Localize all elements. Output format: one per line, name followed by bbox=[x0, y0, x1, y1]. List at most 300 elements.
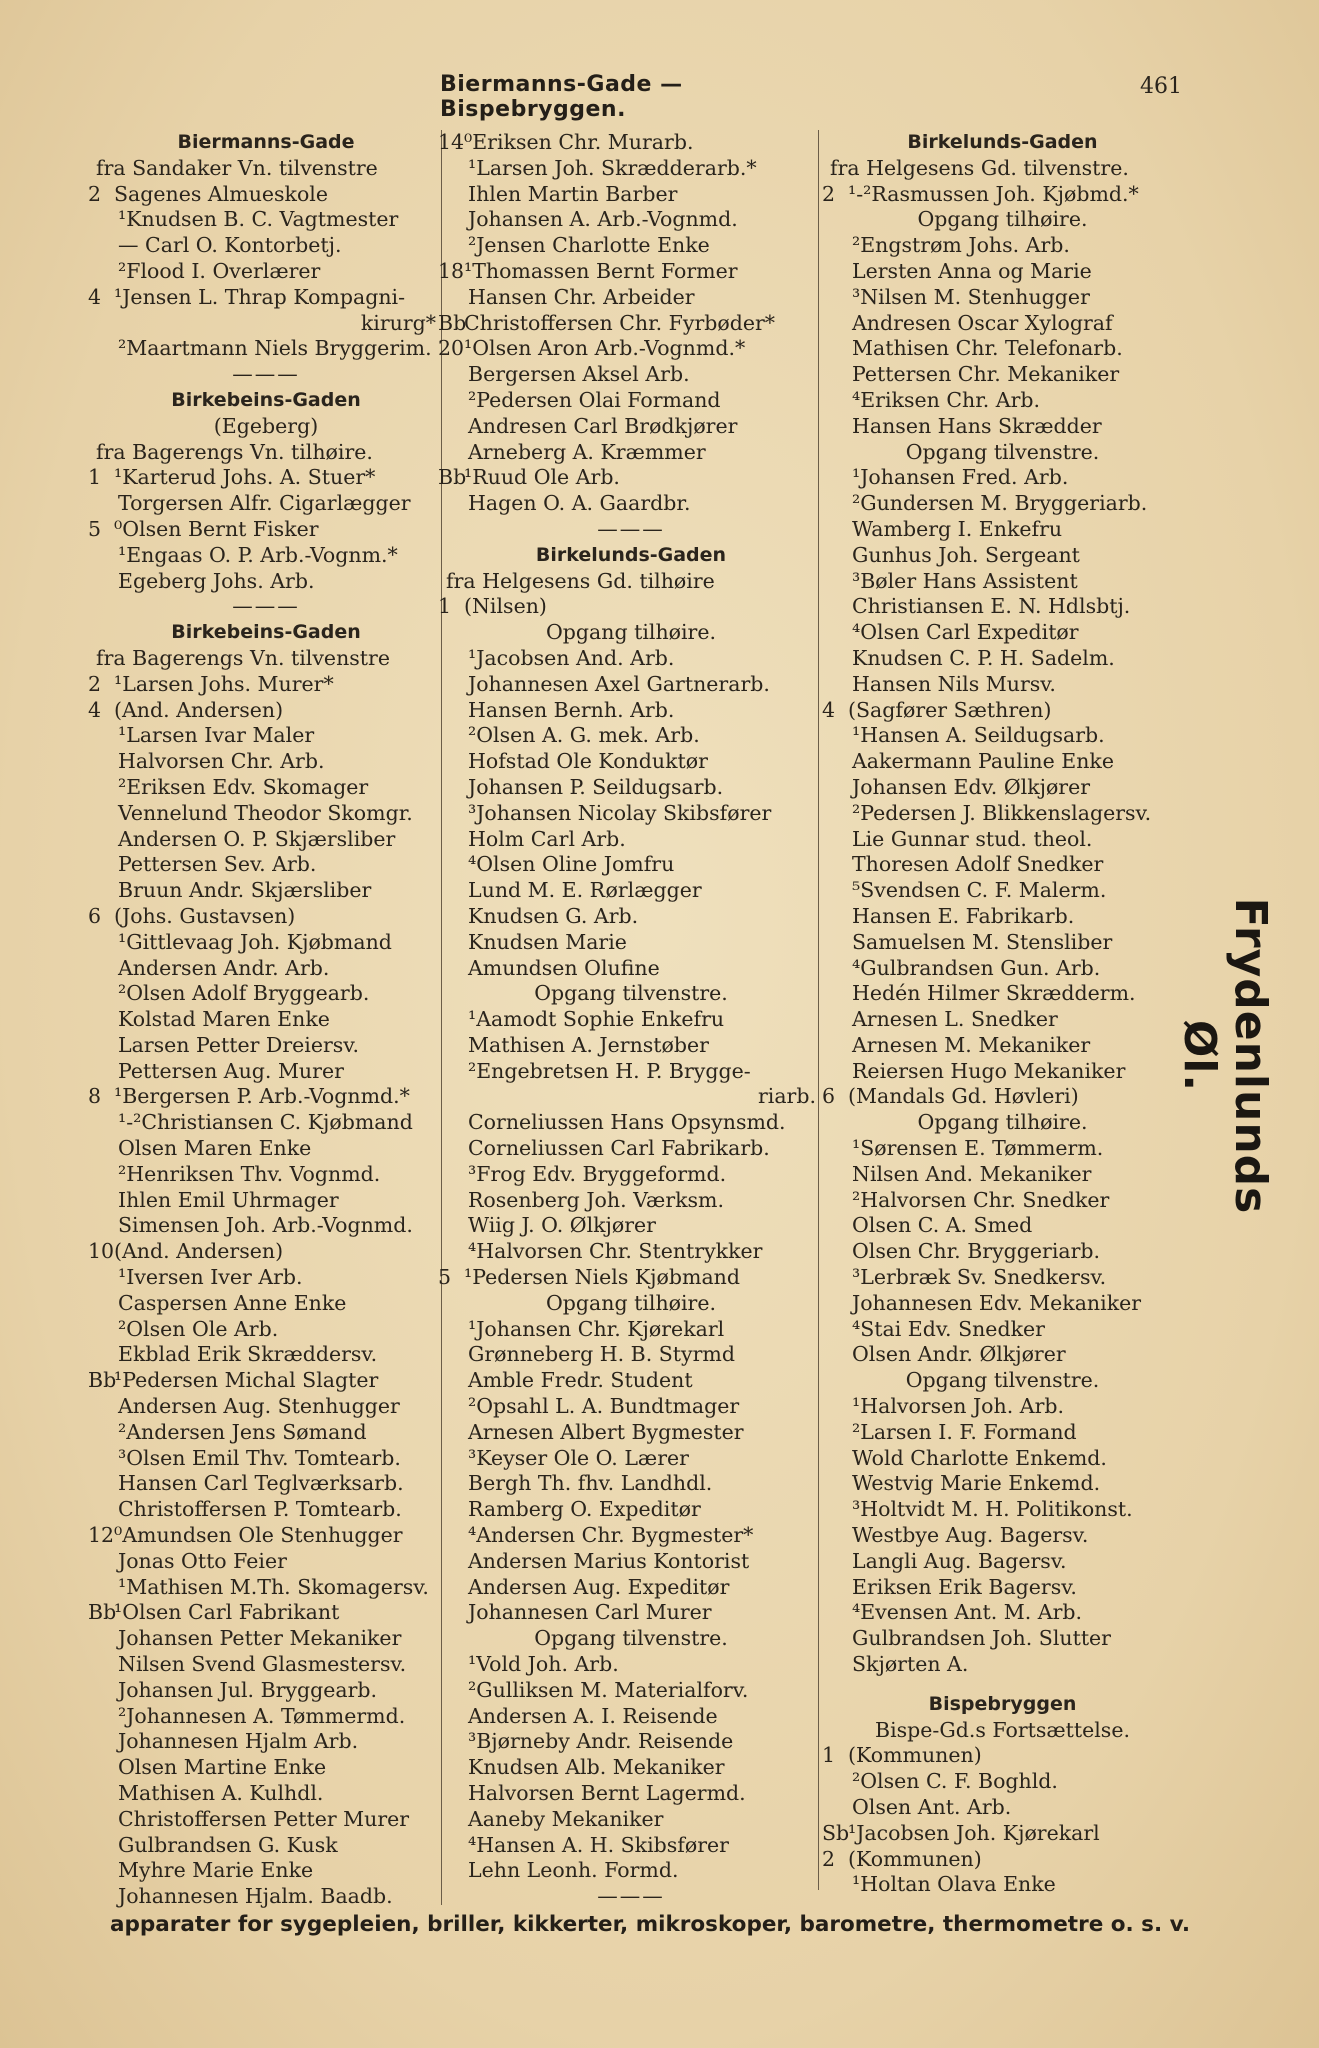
line-text: ¹Ruud Ole Arb. bbox=[464, 465, 620, 490]
directory-line bbox=[830, 930, 1175, 956]
line-text: Johannesen Hjalm. Baadb. bbox=[118, 1884, 393, 1909]
line-text: Olsen Andr. Ølkjører bbox=[852, 1342, 1066, 1367]
directory-line bbox=[830, 1420, 1175, 1446]
street-heading bbox=[96, 130, 436, 156]
line-text: ²Gulliksen M. Materialforv. bbox=[468, 1677, 749, 1702]
line-text: Mathisen Chr. Telefonarb. bbox=[852, 336, 1123, 361]
directory-line bbox=[446, 1575, 816, 1601]
directory-line bbox=[88, 1523, 436, 1549]
street-heading bbox=[96, 620, 436, 646]
directory-line bbox=[830, 904, 1175, 930]
directory-line bbox=[96, 1729, 436, 1755]
directory-line bbox=[830, 1769, 1175, 1795]
line-text: Arneberg A. Kræmmer bbox=[468, 439, 706, 464]
line-text: Knudsen G. Arb. bbox=[468, 903, 639, 928]
house-number: Bb bbox=[438, 310, 467, 335]
line-text: Caspersen Anne Enke bbox=[118, 1290, 347, 1315]
line-text: ⁴Andersen Chr. Bygmester* bbox=[468, 1523, 754, 1548]
directory-line bbox=[446, 827, 816, 853]
line-text: Skjørten A. bbox=[852, 1652, 969, 1677]
directory-line bbox=[830, 362, 1175, 388]
line-text: ¹Larsen Ivar Maler bbox=[118, 723, 315, 748]
line-text: ¹Pedersen Niels Kjøbmand bbox=[464, 1265, 740, 1290]
line-text: Lie Gunnar stud. theol. bbox=[852, 826, 1093, 851]
directory-line bbox=[96, 336, 436, 362]
line-text: Wiig J. O. Ølkjører bbox=[468, 1213, 656, 1238]
directory-line bbox=[830, 1136, 1175, 1162]
column-1 bbox=[88, 130, 436, 1910]
line-text: Birkebeins-Gaden bbox=[171, 621, 361, 644]
line-text: Christoffersen Chr. Fyrbøder* bbox=[464, 310, 776, 335]
line-text: ²Pedersen Olai Formand bbox=[468, 387, 721, 412]
line-text: Wamberg I. Enkefru bbox=[852, 516, 1063, 541]
directory-line bbox=[830, 1239, 1175, 1265]
line-text: ²Olsen C. F. Boghld. bbox=[852, 1769, 1058, 1794]
directory-line bbox=[446, 233, 816, 259]
directory-line bbox=[438, 465, 816, 491]
line-text: Eriksen Erik Bagersv. bbox=[852, 1574, 1077, 1599]
line-text: Opgang tilhøire. bbox=[545, 1290, 717, 1315]
section-separator bbox=[446, 517, 816, 543]
line-text: ²Eriksen Edv. Skomager bbox=[118, 774, 369, 799]
directory-line bbox=[446, 285, 816, 311]
line-text: Bispebryggen bbox=[928, 1692, 1077, 1715]
house-number: 4 bbox=[88, 284, 102, 309]
directory-line bbox=[446, 1858, 816, 1884]
house-number: 6 bbox=[822, 1084, 836, 1109]
directory-line bbox=[96, 1265, 436, 1291]
line-text: Gulbrandsen Joh. Slutter bbox=[852, 1626, 1111, 1651]
line-text: ²Jensen Charlotte Enke bbox=[468, 233, 710, 258]
line-text: Hansen Nils Mursv. bbox=[852, 671, 1056, 696]
line-text: ——— bbox=[597, 1884, 665, 1909]
line-text: Lehn Leonh. Formd. bbox=[468, 1858, 679, 1883]
line-text: Opgang tilvenstre. bbox=[534, 981, 728, 1006]
line-text: Pettersen Aug. Murer bbox=[118, 1058, 344, 1083]
directory-line bbox=[446, 698, 816, 724]
directory-line bbox=[822, 1084, 1175, 1110]
directory-line bbox=[96, 852, 436, 878]
house-number: 18 bbox=[438, 258, 465, 283]
line-text: ¹Bergersen P. Arb.-Vognmd.* bbox=[114, 1084, 410, 1109]
directory-line bbox=[446, 414, 816, 440]
directory-line bbox=[830, 311, 1175, 337]
directory-line bbox=[446, 1626, 816, 1652]
line-text: Johannesen Edv. Mekaniker bbox=[852, 1290, 1142, 1315]
directory-line bbox=[830, 1575, 1175, 1601]
directory-line bbox=[446, 1729, 816, 1755]
directory-line bbox=[96, 259, 436, 285]
directory-line bbox=[822, 1743, 1175, 1769]
line-text: ³Bøler Hans Assistent bbox=[852, 568, 1078, 593]
directory-line bbox=[830, 981, 1175, 1007]
directory-line bbox=[830, 672, 1175, 698]
line-text: ³Holtvidt M. H. Politikonst. bbox=[852, 1497, 1133, 1522]
line-text: Ihlen Emil Uhrmager bbox=[118, 1187, 339, 1212]
line-text: Egeberg Johs. Arb. bbox=[118, 568, 315, 593]
line-text: Hansen Carl Teglværksarb. bbox=[118, 1471, 404, 1496]
line-text: ¹Johansen Fred. Arb. bbox=[852, 465, 1069, 490]
line-text: Andersen Aug. Expeditør bbox=[468, 1574, 730, 1599]
line-text: Johannesen Carl Murer bbox=[468, 1600, 712, 1625]
directory-line bbox=[96, 749, 436, 775]
line-text: Mathisen A. Jernstøber bbox=[468, 1032, 709, 1057]
line-text: Andresen Carl Brødkjører bbox=[468, 413, 738, 438]
directory-line bbox=[446, 1420, 816, 1446]
line-text: Sagenes Almueskole bbox=[114, 181, 328, 206]
directory-line bbox=[96, 1188, 436, 1214]
directory-line bbox=[446, 1291, 816, 1317]
line-text: Vennelund Theodor Skomgr. bbox=[118, 800, 413, 825]
line-text: fra Bagerengs Vn. tilhøire. bbox=[96, 439, 373, 464]
directory-line bbox=[96, 1291, 436, 1317]
directory-line bbox=[446, 569, 816, 595]
line-text: Amble Fredr. Student bbox=[468, 1368, 693, 1393]
directory-line bbox=[96, 723, 436, 749]
line-text: Lersten Anna og Marie bbox=[852, 258, 1092, 283]
line-text: Knudsen Alb. Mekaniker bbox=[468, 1755, 725, 1780]
house-number: 10 bbox=[88, 1239, 115, 1264]
directory-line bbox=[446, 1033, 816, 1059]
line-text: ⁰Amundsen Ole Stenhugger bbox=[114, 1523, 403, 1548]
line-text: Olsen Chr. Bryggeriarb. bbox=[852, 1239, 1101, 1264]
directory-line bbox=[96, 311, 436, 337]
directory-line bbox=[830, 1110, 1175, 1136]
directory-line bbox=[446, 1136, 816, 1162]
directory-line bbox=[446, 1394, 816, 1420]
line-text: ²Andersen Jens Sømand bbox=[118, 1419, 367, 1444]
house-number: 1 bbox=[822, 1743, 836, 1768]
line-text: ¹Gittlevaag Joh. Kjøbmand bbox=[118, 929, 392, 954]
line-text: Larsen Petter Dreiersv. bbox=[118, 1032, 359, 1057]
directory-line bbox=[830, 233, 1175, 259]
line-text: (Sagfører Sæthren) bbox=[848, 697, 1052, 722]
directory-line bbox=[446, 646, 816, 672]
line-text: Johansen P. Seildugsarb. bbox=[468, 774, 724, 799]
directory-line bbox=[830, 1497, 1175, 1523]
directory-line bbox=[830, 336, 1175, 362]
street-heading bbox=[446, 543, 816, 569]
directory-line bbox=[446, 672, 816, 698]
directory-line bbox=[88, 465, 436, 491]
directory-line bbox=[96, 156, 436, 182]
directory-line bbox=[446, 930, 816, 956]
directory-line bbox=[96, 1704, 436, 1730]
line-text: (And. Andersen) bbox=[114, 697, 284, 722]
line-text: fra Bagerengs Vn. tilvenstre bbox=[96, 645, 390, 670]
directory-line bbox=[830, 723, 1175, 749]
directory-line bbox=[96, 1342, 436, 1368]
directory-line bbox=[446, 491, 816, 517]
directory-line bbox=[446, 852, 816, 878]
directory-line bbox=[96, 646, 436, 672]
line-text: ¹-²Rasmussen Joh. Kjøbmd.* bbox=[848, 181, 1139, 206]
directory-line bbox=[88, 1239, 436, 1265]
line-text: Lund M. E. Rørlægger bbox=[468, 878, 702, 903]
line-text: (Egeberg) bbox=[213, 413, 319, 438]
line-text: Olsen Maren Enke bbox=[118, 1136, 312, 1161]
line-text: Kolstad Maren Enke bbox=[118, 1007, 330, 1032]
line-text: Gunhus Joh. Sergeant bbox=[852, 542, 1080, 567]
directory-line bbox=[830, 646, 1175, 672]
directory-line bbox=[830, 1471, 1175, 1497]
page-title: Biermanns-Gade — Bispebryggen. bbox=[440, 72, 683, 122]
directory-line bbox=[96, 1213, 436, 1239]
line-text: ⁴Hansen A. H. Skibsfører bbox=[468, 1832, 729, 1857]
side-advertisement bbox=[1174, 855, 1276, 1215]
directory-line bbox=[446, 1007, 816, 1033]
line-text: Opgang tilhøire. bbox=[917, 1110, 1088, 1135]
directory-line bbox=[96, 543, 436, 569]
directory-line bbox=[830, 801, 1175, 827]
line-text: ——— bbox=[232, 594, 300, 619]
directory-line bbox=[830, 1549, 1175, 1575]
directory-line bbox=[88, 671, 436, 698]
directory-line bbox=[446, 1523, 816, 1549]
line-text: Langli Aug. Bagersv. bbox=[852, 1548, 1067, 1573]
directory-line bbox=[822, 1820, 1175, 1847]
directory-line bbox=[446, 1110, 816, 1136]
line-text: Myhre Marie Enke bbox=[118, 1858, 314, 1883]
directory-line bbox=[438, 258, 816, 285]
directory-line bbox=[446, 182, 816, 208]
line-text: ³Bjørneby Andr. Reisende bbox=[468, 1729, 734, 1754]
line-text: Halvorsen Chr. Arb. bbox=[118, 749, 325, 774]
line-text: Hansen E. Fabrikarb. bbox=[852, 903, 1075, 928]
directory-line bbox=[446, 1471, 816, 1497]
line-text: Christoffersen Petter Murer bbox=[118, 1806, 410, 1831]
line-text: Andersen Andr. Arb. bbox=[118, 955, 330, 980]
house-number: 12 bbox=[88, 1523, 115, 1548]
line-text: ¹Vold Joh. Arb. bbox=[468, 1652, 619, 1677]
line-text: Reiersen Hugo Mekaniker bbox=[852, 1058, 1126, 1083]
directory-line bbox=[96, 1781, 436, 1807]
house-number: 6 bbox=[88, 903, 102, 928]
line-text: ²Opsahl L. A. Bundtmager bbox=[468, 1394, 740, 1419]
line-text: Amundsen Olufine bbox=[468, 955, 660, 980]
line-text: Hansen Hans Skrædder bbox=[852, 413, 1102, 438]
line-text: ¹Olsen Aron Arb.-Vognmd.* bbox=[464, 336, 746, 361]
directory-line bbox=[446, 1059, 816, 1085]
directory-line bbox=[446, 1084, 816, 1110]
line-text: Knudsen Marie bbox=[468, 929, 627, 954]
line-text: Birkebeins-Gaden bbox=[171, 388, 361, 411]
line-text: Johansen A. Arb.-Vognmd. bbox=[468, 207, 738, 232]
directory-line bbox=[438, 130, 816, 156]
line-text: ²Engebretsen H. P. Brygge- bbox=[468, 1058, 751, 1083]
line-text: ²Olsen Ole Arb. bbox=[118, 1316, 279, 1341]
house-number: 5 bbox=[88, 516, 102, 541]
directory-line bbox=[830, 852, 1175, 878]
directory-line bbox=[446, 723, 816, 749]
directory-line bbox=[830, 1718, 1175, 1744]
directory-line bbox=[438, 336, 816, 362]
directory-line bbox=[96, 491, 436, 517]
line-text: Christoffersen P. Tomtearb. bbox=[118, 1497, 402, 1522]
line-text: ²Henriksen Thv. Vognmd. bbox=[118, 1161, 381, 1186]
directory-line bbox=[446, 1807, 816, 1833]
directory-line bbox=[446, 775, 816, 801]
line-text: ³Johansen Nicolay Skibsfører bbox=[468, 800, 772, 825]
directory-line bbox=[830, 1265, 1175, 1291]
directory-line bbox=[96, 981, 436, 1007]
line-text: Simensen Joh. Arb.-Vognmd. bbox=[118, 1213, 413, 1238]
directory-line bbox=[96, 569, 436, 595]
directory-line bbox=[88, 697, 436, 724]
column-3 bbox=[822, 130, 1175, 1898]
line-text: Bispe-Gd.s Fortsættelse. bbox=[875, 1717, 1130, 1742]
line-text: Samuelsen M. Stensliber bbox=[852, 929, 1113, 954]
line-text: fra Sandaker Vn. tilvenstre bbox=[96, 155, 378, 180]
directory-line bbox=[88, 284, 436, 311]
directory-line bbox=[446, 1833, 816, 1859]
directory-line bbox=[88, 903, 436, 930]
directory-line bbox=[830, 1872, 1175, 1898]
house-number: 14 bbox=[438, 130, 465, 154]
line-text: ⁴Evensen Ant. M. Arb. bbox=[852, 1600, 1083, 1625]
line-text: Hagen O. A. Gaardbr. bbox=[468, 491, 691, 516]
directory-line bbox=[830, 1652, 1175, 1678]
directory-line bbox=[830, 1342, 1175, 1368]
directory-line bbox=[830, 775, 1175, 801]
line-text: ¹Jensen L. Thrap Kompagni- bbox=[114, 284, 406, 309]
line-text: ²Olsen A. G. mek. Arb. bbox=[468, 723, 700, 748]
line-text: ²Maartmann Niels Bryggerim. bbox=[118, 336, 432, 361]
house-number: Sb bbox=[822, 1820, 850, 1845]
directory-line bbox=[830, 1162, 1175, 1188]
house-number: 4 bbox=[88, 697, 102, 722]
directory-line bbox=[830, 594, 1175, 620]
directory-line bbox=[96, 1884, 436, 1910]
house-number: Bb bbox=[88, 1368, 117, 1393]
page-number: 461 bbox=[1140, 74, 1182, 99]
line-text: Johansen Petter Mekaniker bbox=[118, 1626, 402, 1651]
line-text: Hofstad Ole Konduktør bbox=[468, 749, 708, 774]
directory-line bbox=[822, 1846, 1175, 1873]
directory-line bbox=[830, 465, 1175, 491]
directory-line bbox=[830, 517, 1175, 543]
line-text: ⁵Svendsen C. F. Malerm. bbox=[852, 878, 1107, 903]
house-number: 2 bbox=[822, 181, 836, 206]
directory-line bbox=[446, 1652, 816, 1678]
section-separator bbox=[96, 362, 436, 388]
line-text: ¹Jacobsen Joh. Kjørekarl bbox=[848, 1820, 1100, 1845]
line-text: Nilsen And. Mekaniker bbox=[852, 1161, 1092, 1186]
directory-line bbox=[830, 1446, 1175, 1472]
line-text: Birkelunds-Gaden bbox=[535, 543, 727, 566]
directory-line bbox=[446, 1162, 816, 1188]
line-text: Andersen O. P. Skjærsliber bbox=[118, 826, 396, 851]
house-number: 4 bbox=[822, 697, 836, 722]
line-text: Aaneby Mekaniker bbox=[468, 1806, 664, 1831]
directory-line bbox=[88, 516, 436, 543]
line-text: Hansen Chr. Arbeider bbox=[468, 284, 695, 309]
line-text: ²Johannesen A. Tømmermd. bbox=[118, 1703, 406, 1728]
directory-line bbox=[830, 569, 1175, 595]
line-text: Olsen C. A. Smed bbox=[852, 1213, 1033, 1238]
directory-line bbox=[446, 362, 816, 388]
line-text: Thoresen Adolf Snedker bbox=[852, 852, 1104, 877]
line-text: ⁰Eriksen Chr. Murarb. bbox=[464, 130, 694, 154]
directory-line bbox=[446, 1755, 816, 1781]
line-text: Holm Carl Arb. bbox=[468, 826, 626, 851]
line-text: Westvig Marie Enkemd. bbox=[852, 1471, 1101, 1496]
line-text: (Kommunen) bbox=[848, 1846, 982, 1871]
line-text: Andersen A. I. Reisende bbox=[468, 1703, 718, 1728]
line-text: Andresen Oscar Xylograf bbox=[852, 310, 1113, 335]
directory-line bbox=[830, 1368, 1175, 1394]
directory-line bbox=[830, 1188, 1175, 1214]
directory-line bbox=[96, 1755, 436, 1781]
line-text: Opgang tilhøire. bbox=[545, 620, 717, 645]
page-header bbox=[0, 72, 1319, 122]
directory-line bbox=[96, 1110, 436, 1136]
street-heading bbox=[830, 1692, 1175, 1718]
directory-line bbox=[830, 414, 1175, 440]
line-text: Nilsen Svend Glasmestersv. bbox=[118, 1652, 407, 1677]
directory-line bbox=[446, 440, 816, 466]
line-text: ¹Pedersen Michal Slagter bbox=[114, 1368, 379, 1393]
directory-line bbox=[446, 1704, 816, 1730]
directory-line bbox=[96, 1678, 436, 1704]
line-text: ¹Engaas O. P. Arb.-Vognm.* bbox=[118, 542, 398, 567]
line-text: ¹Aamodt Sophie Enkefru bbox=[468, 1007, 725, 1032]
line-text: riarb. bbox=[757, 1084, 816, 1109]
house-number: 2 bbox=[822, 1846, 836, 1871]
directory-line bbox=[438, 594, 816, 620]
line-text: Andersen Aug. Stenhugger bbox=[118, 1394, 400, 1419]
line-text: ²Olsen Adolf Bryggearb. bbox=[118, 981, 370, 1006]
directory-line bbox=[446, 1781, 816, 1807]
line-text: ¹Larsen Johs. Murer* bbox=[114, 671, 334, 696]
line-text: Olsen Ant. Arb. bbox=[852, 1795, 1012, 1819]
directory-line bbox=[96, 1033, 436, 1059]
directory-line bbox=[96, 1575, 436, 1601]
line-text: Corneliussen Hans Opsynsmd. bbox=[468, 1110, 786, 1135]
directory-line bbox=[96, 878, 436, 904]
column-2 bbox=[438, 130, 816, 1910]
directory-line bbox=[830, 1678, 1175, 1692]
house-number: Bb bbox=[438, 465, 467, 490]
line-text: Pettersen Chr. Mekaniker bbox=[852, 362, 1120, 387]
line-text: Hansen Bernh. Arb. bbox=[468, 697, 675, 722]
directory-line bbox=[96, 1059, 436, 1085]
line-text: ²Flood I. Overlærer bbox=[118, 258, 321, 283]
line-text: Wold Charlotte Enkemd. bbox=[852, 1445, 1107, 1470]
directory-line bbox=[96, 1394, 436, 1420]
line-text: fra Helgesens Gd. tilhøire bbox=[446, 568, 715, 593]
line-text: Bergh Th. fhv. Landhdl. bbox=[468, 1471, 713, 1496]
line-text: ³Olsen Emil Thv. Tomtearb. bbox=[118, 1445, 401, 1470]
line-text: Ekblad Erik Skræddersv. bbox=[118, 1342, 378, 1367]
line-text: ⁴Gulbrandsen Gun. Arb. bbox=[852, 955, 1101, 980]
directory-line bbox=[96, 440, 436, 466]
directory-line bbox=[446, 1239, 816, 1265]
directory-line bbox=[446, 904, 816, 930]
street-heading bbox=[96, 388, 436, 414]
directory-line bbox=[830, 1523, 1175, 1549]
line-text: Grønneberg H. B. Styrmd bbox=[468, 1342, 735, 1367]
line-text: Halvorsen Bernt Lagermd. bbox=[468, 1781, 746, 1805]
directory-line bbox=[96, 1833, 436, 1859]
line-text: ¹Mathisen M.Th. Skomagersv. bbox=[118, 1574, 429, 1599]
line-text: ³Frog Edv. Bryggeformd. bbox=[468, 1161, 727, 1186]
house-number: 5 bbox=[438, 1265, 452, 1290]
directory-line bbox=[830, 543, 1175, 569]
directory-line bbox=[446, 388, 816, 414]
house-number: 8 bbox=[88, 1084, 102, 1109]
directory-line bbox=[830, 749, 1175, 775]
